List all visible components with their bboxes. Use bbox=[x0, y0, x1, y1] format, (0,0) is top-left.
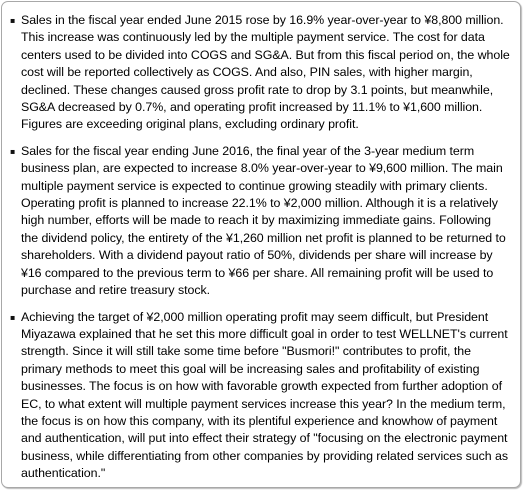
paragraph-sales-fy2015: Sales in the fiscal year ended June 2015 rose by 16.9% year-over-year to ¥8,800 million. This increase was continuously led by the multiple payment service. The cost for data centers used to be divided into COGS and SG&A. But from this fiscal period on, the whole cost will be reported collectively as COGS. And also, PIN sales, with higher margin, declined. These changes caused gross profit rate to drop by 3.1 points, but meanwhile, SG&A decreased by 0.7%, and operating profit increased by 11.1% to ¥1,600 million. Figures are exceeding original plans, excluding ordinary profit. bbox=[21, 13, 510, 132]
bullet-list bbox=[10, 12, 510, 483]
square-bullet-icon: ▪ bbox=[10, 16, 16, 25]
paragraph-strategy: Achieving the target of ¥2,000 million operating profit may seem difficult, but President Miyazawa explained that he set this more difficult goal in order to test WELLNET's current strength. Since it will still take some time before "Busmori!" contributes to profit, the primary methods to meet this goal will be increasing sales and profitability of existing businesses. The focus is on how with favorable growth expected from further adoption of EC, to what extent will multiple payment services increase this year? In the medium term, the focus is on how this company, with its plentiful experience and knowhow of payment and authentication, will put into effect their strategy of "focusing on the electronic payment business, while differentiating from other companies by providing related services such as authentication." bbox=[21, 309, 509, 481]
bullet-item-sales-fy2015 bbox=[10, 12, 510, 134]
bullet-item-forecast-fy2016 bbox=[10, 143, 510, 300]
square-bullet-icon: ▪ bbox=[10, 312, 16, 322]
paragraph-forecast-fy2016: Sales for the fiscal year ending June 2016, the final year of the 3-year medium term business plan, are expected to increase 8.0% year-over-year to ¥9,600 million. The main multiple payment service is expected to continue growing steadily with primary clients. Operating profit is planned to increase 22.1% to ¥2,000 million. Although it is a relatively high number, efforts will be made to reach it by maximizing immediate gains. Following the dividend policy, the entirety of the ¥1,260 million net profit is planned to be returned to shareholders. With a dividend payout ratio of 50%, dividends per share will increase by ¥16 compared to the previous term to ¥66 per share. All remaining profit will be used to purchase and retire treasury stock. bbox=[21, 143, 506, 298]
square-bullet-icon: ▪ bbox=[10, 146, 16, 156]
bullet-item-strategy bbox=[10, 309, 510, 483]
summary-panel bbox=[1, 1, 521, 488]
